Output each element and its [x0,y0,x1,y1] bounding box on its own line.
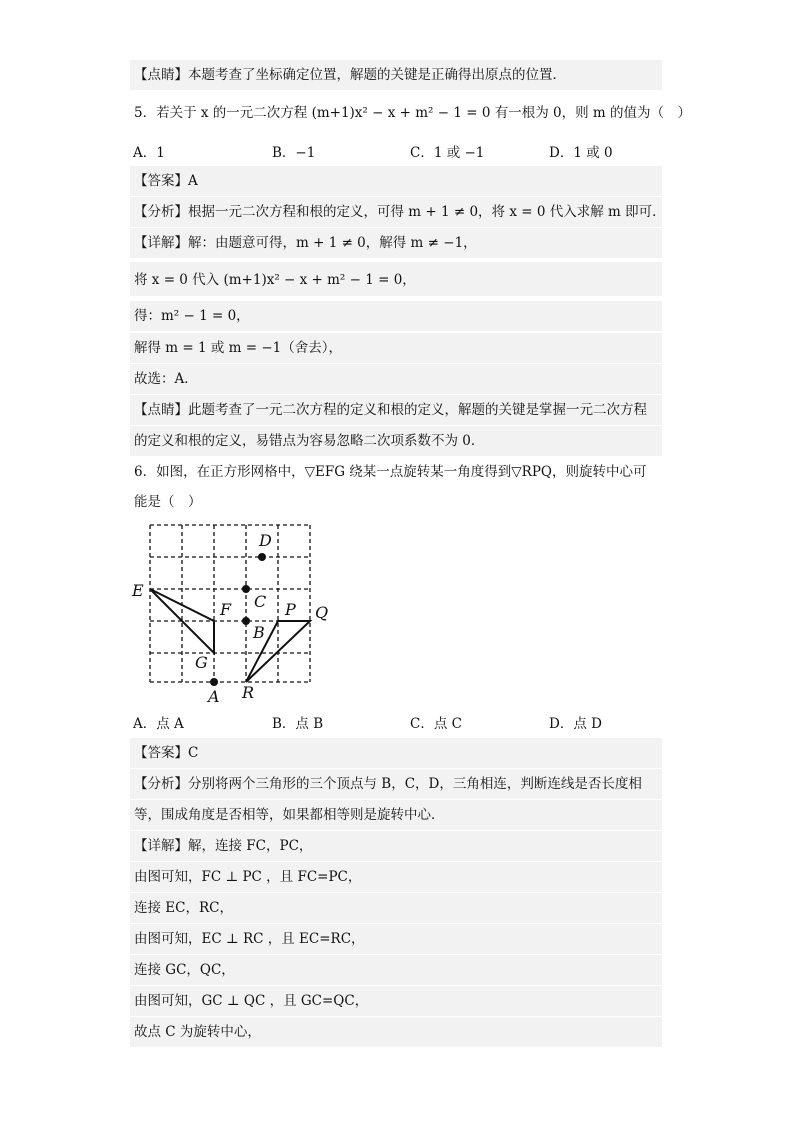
point-a [210,678,218,686]
point-b [242,617,250,625]
label-e: E [132,581,144,600]
q5-option-c: C．1 或 −1 [410,145,485,161]
answer-5: 【答案】A [130,166,662,196]
label-p: P [285,600,296,619]
detail-6-line-2: 由图可知，FC ⊥ PC ，且 FC=PC， [130,862,662,892]
point-d [258,553,266,561]
detail-6-line-4: 由图可知，EC ⊥ RC ，且 EC=RC， [130,924,662,954]
grid-figure [128,516,328,706]
detail-5-line-3: 得：m² − 1 = 0， [130,301,662,331]
label-d: D [259,531,272,550]
label-b: B [253,623,265,642]
detail-5-line-2: 将 x = 0 代入 (m+1)x² − x + m² − 1 = 0， [130,262,662,296]
text-line: 【点睛】本题考查了坐标确定位置，解题的关键是正确得出原点的位置． [130,60,662,90]
label-q: Q [315,603,328,622]
q6-option-c: C．点 C [410,716,462,732]
detail-5-line-5: 故选：A． [130,364,662,394]
detail-6-line-3: 连接 EC，RC， [130,893,662,923]
detail-6-line-6: 由图可知，GC ⊥ QC ，且 GC=QC， [130,986,662,1016]
analysis-6-line-2: 等，围成角度是否相等，如果都相等则是旋转中心． [130,800,662,830]
label-c: C [254,592,267,611]
question-5: 5．若关于 x 的一元二次方程 (m+1)x² − x + m² − 1 = 0 有一根为 0，则 m 的值为（ ） [134,105,691,121]
label-g: G [195,653,208,672]
detail-6-line-7: 故点 C 为旋转中心， [130,1017,662,1047]
label-a: A [208,687,220,706]
comment-5-line-2: 的定义和根的定义，易错点为容易忽略二次项系数不为 0． [130,426,662,456]
detail-5-line-1: 【详解】解：由题意可得，m + 1 ≠ 0，解得 m ≠ −1， [130,228,662,258]
analysis-5: 【分析】根据一元二次方程和根的定义，可得 m + 1 ≠ 0，将 x = 0 代入求解 m 即可． [130,197,662,227]
analysis-6-line-1: 【分析】分别将两个三角形的三个顶点与 B，C，D，三角相连，判断连线是否长度相 [130,769,662,799]
comment-5-line-1: 【点睛】此题考查了一元二次方程的定义和根的定义，解题的关键是掌握一元二次方程 [130,395,662,425]
detail-5-line-4: 解得 m = 1 或 m = −1（舍去）， [130,333,662,363]
q5-option-d: D．1 或 0 [549,145,613,161]
detail-6-line-1: 【详解】解，连接 FC，PC， [130,831,662,861]
answer-6: 【答案】C [130,738,662,768]
question-6-line-2: 能是（ ） [134,494,202,510]
q5-option-a: A．1 [133,145,165,161]
q6-option-d: D．点 D [549,716,602,732]
q5-option-b: B．−1 [272,145,316,161]
point-c [242,585,250,593]
label-r: R [242,683,255,702]
detail-6-line-5: 连接 GC，QC， [130,955,662,985]
q6-option-a: A．点 A [133,716,184,732]
label-f: F [220,600,232,619]
q6-option-b: B．点 B [272,716,324,732]
question-6-line-1: 6．如图，在正方形网格中，▽EFG 绕某一点旋转某一角度得到▽RPQ，则旋转中心可 [134,464,647,480]
